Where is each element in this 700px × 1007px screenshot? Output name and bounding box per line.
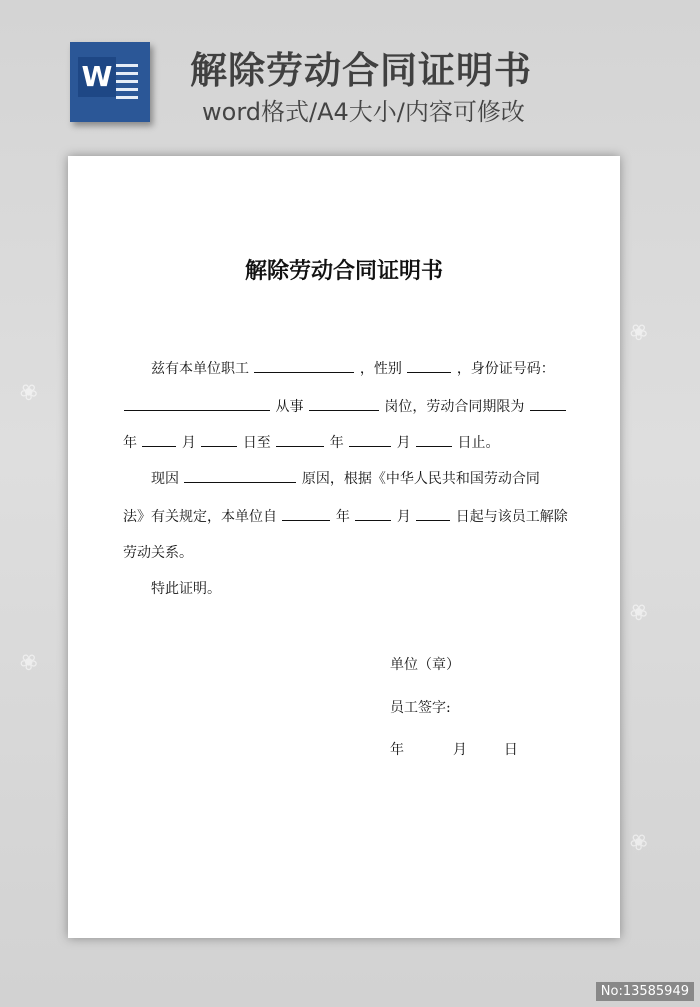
date-year: 年 bbox=[390, 742, 404, 758]
document-title: 解除劳动合同证明书 bbox=[244, 258, 443, 284]
text-id-number: ，身份证号码： bbox=[456, 361, 555, 377]
blank-term[interactable] bbox=[530, 396, 566, 411]
header-subtitle: word格式/A4大小/内容可修改 bbox=[202, 98, 525, 126]
blank-start-day[interactable] bbox=[201, 432, 237, 447]
blank-reason[interactable] bbox=[184, 468, 296, 483]
paragraph-2-line-3: 劳动关系。 bbox=[123, 545, 193, 561]
document-lines-icon bbox=[116, 64, 138, 104]
paragraph-1-line-1 bbox=[151, 358, 555, 378]
word-letter: W bbox=[78, 57, 116, 97]
text-year: 年 bbox=[335, 509, 350, 525]
text-year: 年 bbox=[329, 435, 344, 451]
text-month: 月 bbox=[396, 435, 411, 451]
blank-position[interactable] bbox=[309, 396, 379, 411]
watermark-icon: ❀ bbox=[624, 826, 654, 859]
text-month: 月 bbox=[396, 509, 411, 525]
blank-termination-year[interactable] bbox=[282, 506, 330, 521]
text-regulation: 法》有关规定，本单位自 bbox=[123, 509, 277, 525]
signature-date bbox=[390, 739, 518, 759]
text-engaged-in: 从事 bbox=[275, 399, 304, 415]
paragraph-2-line-1 bbox=[151, 468, 540, 488]
header-banner bbox=[0, 0, 700, 140]
text-day-to: 日至 bbox=[242, 435, 271, 451]
blank-gender[interactable] bbox=[407, 358, 451, 373]
watermark-icon: ❀ bbox=[14, 376, 44, 409]
watermark-icon: ❀ bbox=[624, 316, 654, 349]
signature-employee: 员工签字: bbox=[390, 700, 451, 716]
date-day: 日 bbox=[503, 742, 518, 758]
watermark-icon: ❀ bbox=[624, 596, 654, 629]
paragraph-2-line-2 bbox=[123, 506, 568, 526]
text-year: 年 bbox=[123, 435, 137, 451]
paragraph-1-line-3 bbox=[123, 432, 500, 452]
date-month: 月 bbox=[452, 742, 467, 758]
blank-end-month[interactable] bbox=[349, 432, 391, 447]
paragraph-3: 特此证明。 bbox=[151, 581, 221, 597]
blank-start-month[interactable] bbox=[142, 432, 176, 447]
document-page bbox=[68, 156, 620, 938]
word-icon bbox=[70, 42, 150, 122]
text-reason-now: 现因 bbox=[151, 471, 179, 487]
blank-id-number[interactable] bbox=[124, 396, 270, 411]
text-termination: 日起与该员工解除 bbox=[455, 509, 568, 525]
text-employee: 兹有本单位职工 bbox=[151, 361, 249, 377]
text-gender: ，性别 bbox=[359, 361, 402, 377]
signature-unit-seal: 单位（章） bbox=[390, 657, 460, 673]
blank-end-year[interactable] bbox=[276, 432, 324, 447]
blank-termination-month[interactable] bbox=[355, 506, 391, 521]
blank-termination-day[interactable] bbox=[416, 506, 450, 521]
header-title: 解除劳动合同证明书 bbox=[190, 49, 532, 92]
blank-end-day[interactable] bbox=[416, 432, 452, 447]
text-contract-term: 岗位，劳动合同期限为 bbox=[384, 399, 525, 415]
watermark-icon: ❀ bbox=[14, 646, 44, 679]
paragraph-1-line-2 bbox=[123, 396, 567, 416]
text-month: 月 bbox=[181, 435, 196, 451]
text-day-end: 日止。 bbox=[457, 435, 500, 451]
text-law-reference: 原因，根据《中华人民共和国劳动合同 bbox=[301, 471, 540, 487]
image-id-label: No:13585949 bbox=[596, 982, 694, 1001]
blank-employee-name[interactable] bbox=[254, 358, 354, 373]
